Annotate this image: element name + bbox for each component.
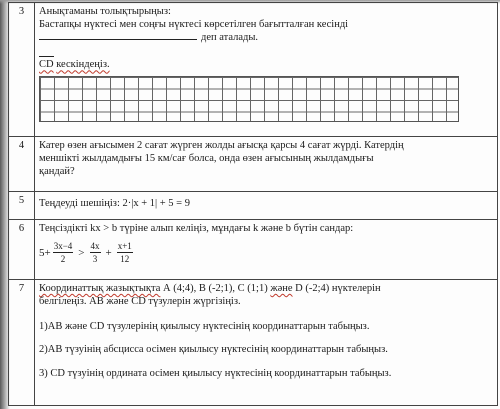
graph-grid[interactable] (39, 76, 459, 122)
task-text-line: Катер өзен ағысымен 2 сағат жүрген жолды ағысқа қарсы 4 сағат жүрді. Катердің (39, 140, 404, 151)
numerator: 3x−4 (53, 241, 74, 253)
answer-blank[interactable] (39, 31, 197, 40)
task-text-line: Теңсіздікті kx > b түріне алып келіңіз, мұндағы k және b бүтін сандар: (39, 223, 354, 234)
inequality (39, 241, 493, 266)
numerator: x+1 (117, 241, 133, 253)
task-row-7 (9, 280, 498, 406)
definition-line (39, 31, 493, 44)
fraction (90, 241, 101, 266)
task-number: 3 (9, 3, 35, 137)
blank-suffix: деп аталады. (201, 32, 259, 44)
denominator: 12 (120, 254, 130, 265)
equation-text: Теңдеуді шешіңіз: 2·|x + 1| + 5 = 9 (39, 198, 190, 209)
vector-label: CD (39, 59, 54, 71)
task-text-line (39, 282, 493, 295)
task-content (35, 220, 498, 280)
underlined-word: және (270, 283, 293, 294)
operator: > (78, 246, 85, 259)
inequality-lead: 5+ (39, 246, 51, 259)
task-number: 7 (9, 280, 35, 406)
vector-line (39, 58, 493, 71)
task-row-5 (9, 192, 498, 220)
vector-instruction: кескіндеңіз. (56, 59, 110, 71)
points-text: D (-2;4) нүктелерін (292, 283, 381, 294)
subtask-2: 2)АВ түзуінің абсциссa осімен қиылысу нүктесінің координаттарын табыңыз. (39, 344, 388, 356)
denominator: 3 (92, 254, 98, 265)
task-text-line: қандай? (39, 166, 75, 178)
task-content (35, 192, 498, 220)
denominator: 2 (60, 254, 66, 265)
task-number: 5 (9, 192, 35, 220)
task-text-line: Бастапқы нүктесі мен соңғы нүктесі көрсетілген бағытталған кесінді (39, 19, 349, 31)
task-text-line: меншікті жылдамдығы 15 км/сағ болса, онда өзен ағысының жылдамдығы (39, 153, 374, 165)
task-row-4 (9, 137, 498, 192)
fraction (53, 241, 74, 266)
task-row-3 (9, 3, 498, 137)
task-row-6 (9, 220, 498, 280)
task-content (35, 3, 498, 137)
underlined-phrase: Координаттық жазықтықта (39, 283, 161, 294)
points-text: А (4;4), В (-2;1), С (1;1) (160, 283, 271, 294)
task-number: 4 (9, 137, 35, 192)
task-content (35, 137, 498, 192)
subtask-1: 1)АВ және СD түзулерінің қиылысу нүктесінің координаттарын табыңыз. (39, 321, 370, 333)
task-content (35, 280, 498, 406)
task-text-line: белгілеңіз. АВ және СD түзулерін жүргізіңіз. (39, 296, 241, 308)
task-table (8, 2, 498, 406)
subtask-3: 3) СD түзуінің ордината осімен қиылысу нүктесінің координаттарын табыңыз. (39, 367, 392, 379)
task-number: 6 (9, 220, 35, 280)
fraction (117, 241, 133, 266)
numerator: 4x (90, 241, 101, 253)
operator: + (105, 246, 112, 259)
task-text-line: Анықтаманы толықтырыңыз: (39, 6, 171, 17)
